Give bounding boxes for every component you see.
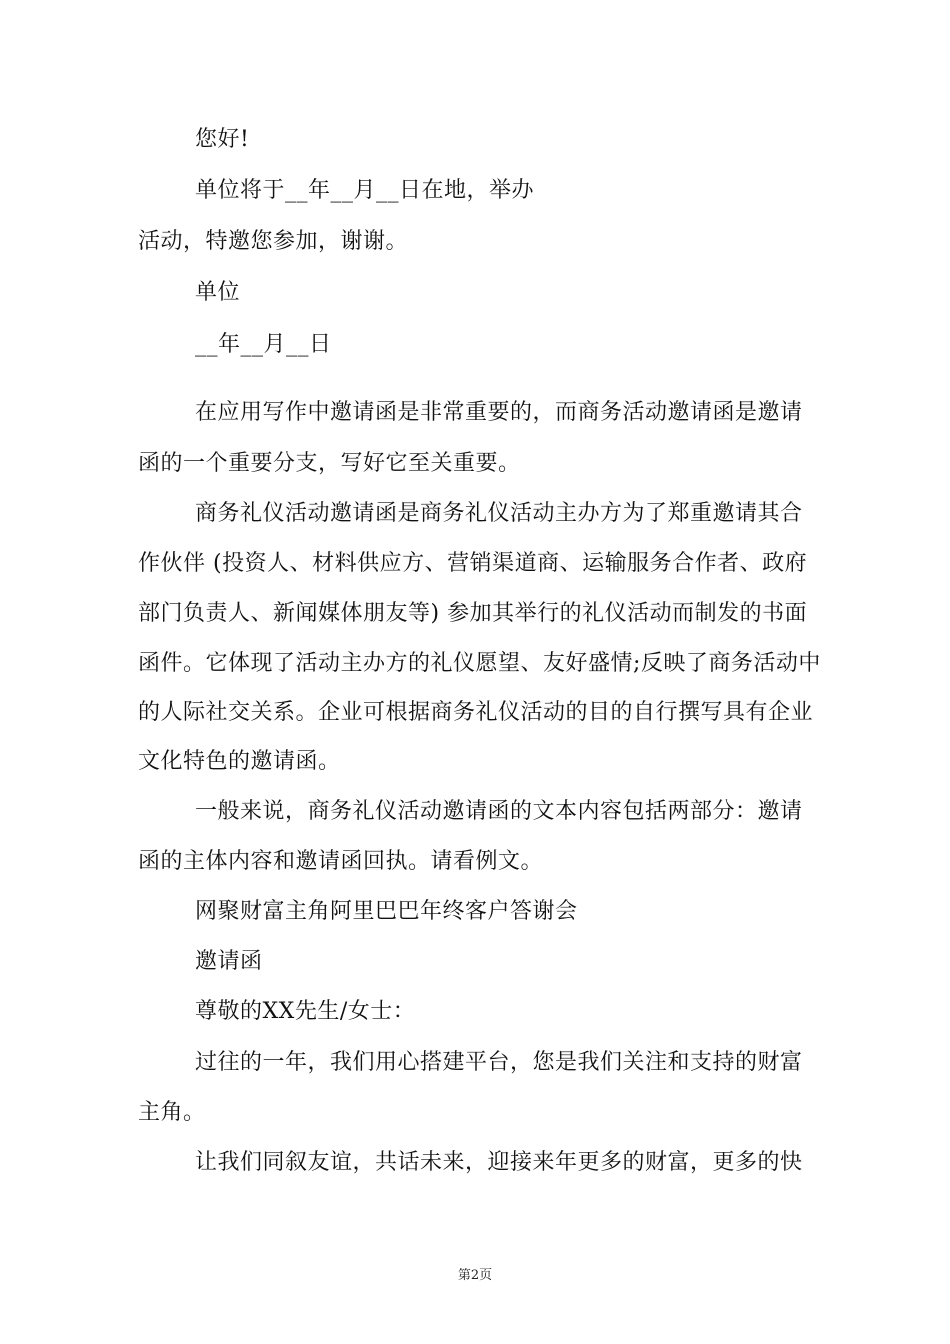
paragraph-3-line-2: 函的主体内容和邀请函回执。请看例文。 [138, 849, 544, 874]
paragraph-3-line-1: 一般来说，商务礼仪活动邀请函的文本内容包括两部分：邀请 [195, 799, 803, 824]
paragraph-1-line-2: 函的一个重要分支，写好它至关重要。 [138, 451, 521, 476]
paragraph-2-line-1: 商务礼仪活动邀请函是商务礼仪活动主办方为了郑重邀请其合 [195, 501, 803, 526]
example-salutation: 尊敬的XX先生/女士： [195, 999, 416, 1024]
template-signature-unit: 单位 [195, 280, 241, 305]
paragraph-2-line-2: 作伙伴 (投资人、材料供应方、营销渠道商、运输服务合作者、政府 [138, 551, 808, 576]
example-body-line-3: 让我们同叙友谊，共话未来，迎接来年更多的财富，更多的快 [195, 1150, 803, 1175]
example-body-line-1: 过往的一年，我们用心搭建平台，您是我们关注和支持的财富 [195, 1050, 803, 1075]
greeting-line: 您好! [195, 127, 250, 152]
example-subtitle: 邀请函 [195, 949, 263, 974]
template-signature-date: __年__月__日 [195, 332, 332, 357]
paragraph-2-line-6: 文化特色的邀请函。 [138, 749, 341, 774]
page-number: 第2页 [457, 1268, 493, 1283]
template-body-line-2: 活动，特邀您参加，谢谢。 [138, 229, 409, 254]
example-title: 网聚财富主角阿里巴巴年终客户答谢会 [195, 899, 578, 924]
paragraph-2-line-4: 函件。它体现了活动主办方的礼仪愿望、友好盛情;反映了商务活动中 [138, 651, 821, 676]
example-body-line-2: 主角。 [138, 1100, 206, 1125]
template-body-line-1: 单位将于__年__月__日在地，举办 [195, 178, 535, 203]
paragraph-1-line-1: 在应用写作中邀请函是非常重要的，而商务活动邀请函是邀请 [195, 400, 803, 425]
paragraph-2-line-5: 的人际社交关系。企业可根据商务礼仪活动的目的自行撰写具有企业 [138, 700, 814, 725]
paragraph-2-line-3: 部门负责人、新闻媒体朋友等) 参加其举行的礼仪活动而制发的书面 [138, 601, 808, 626]
